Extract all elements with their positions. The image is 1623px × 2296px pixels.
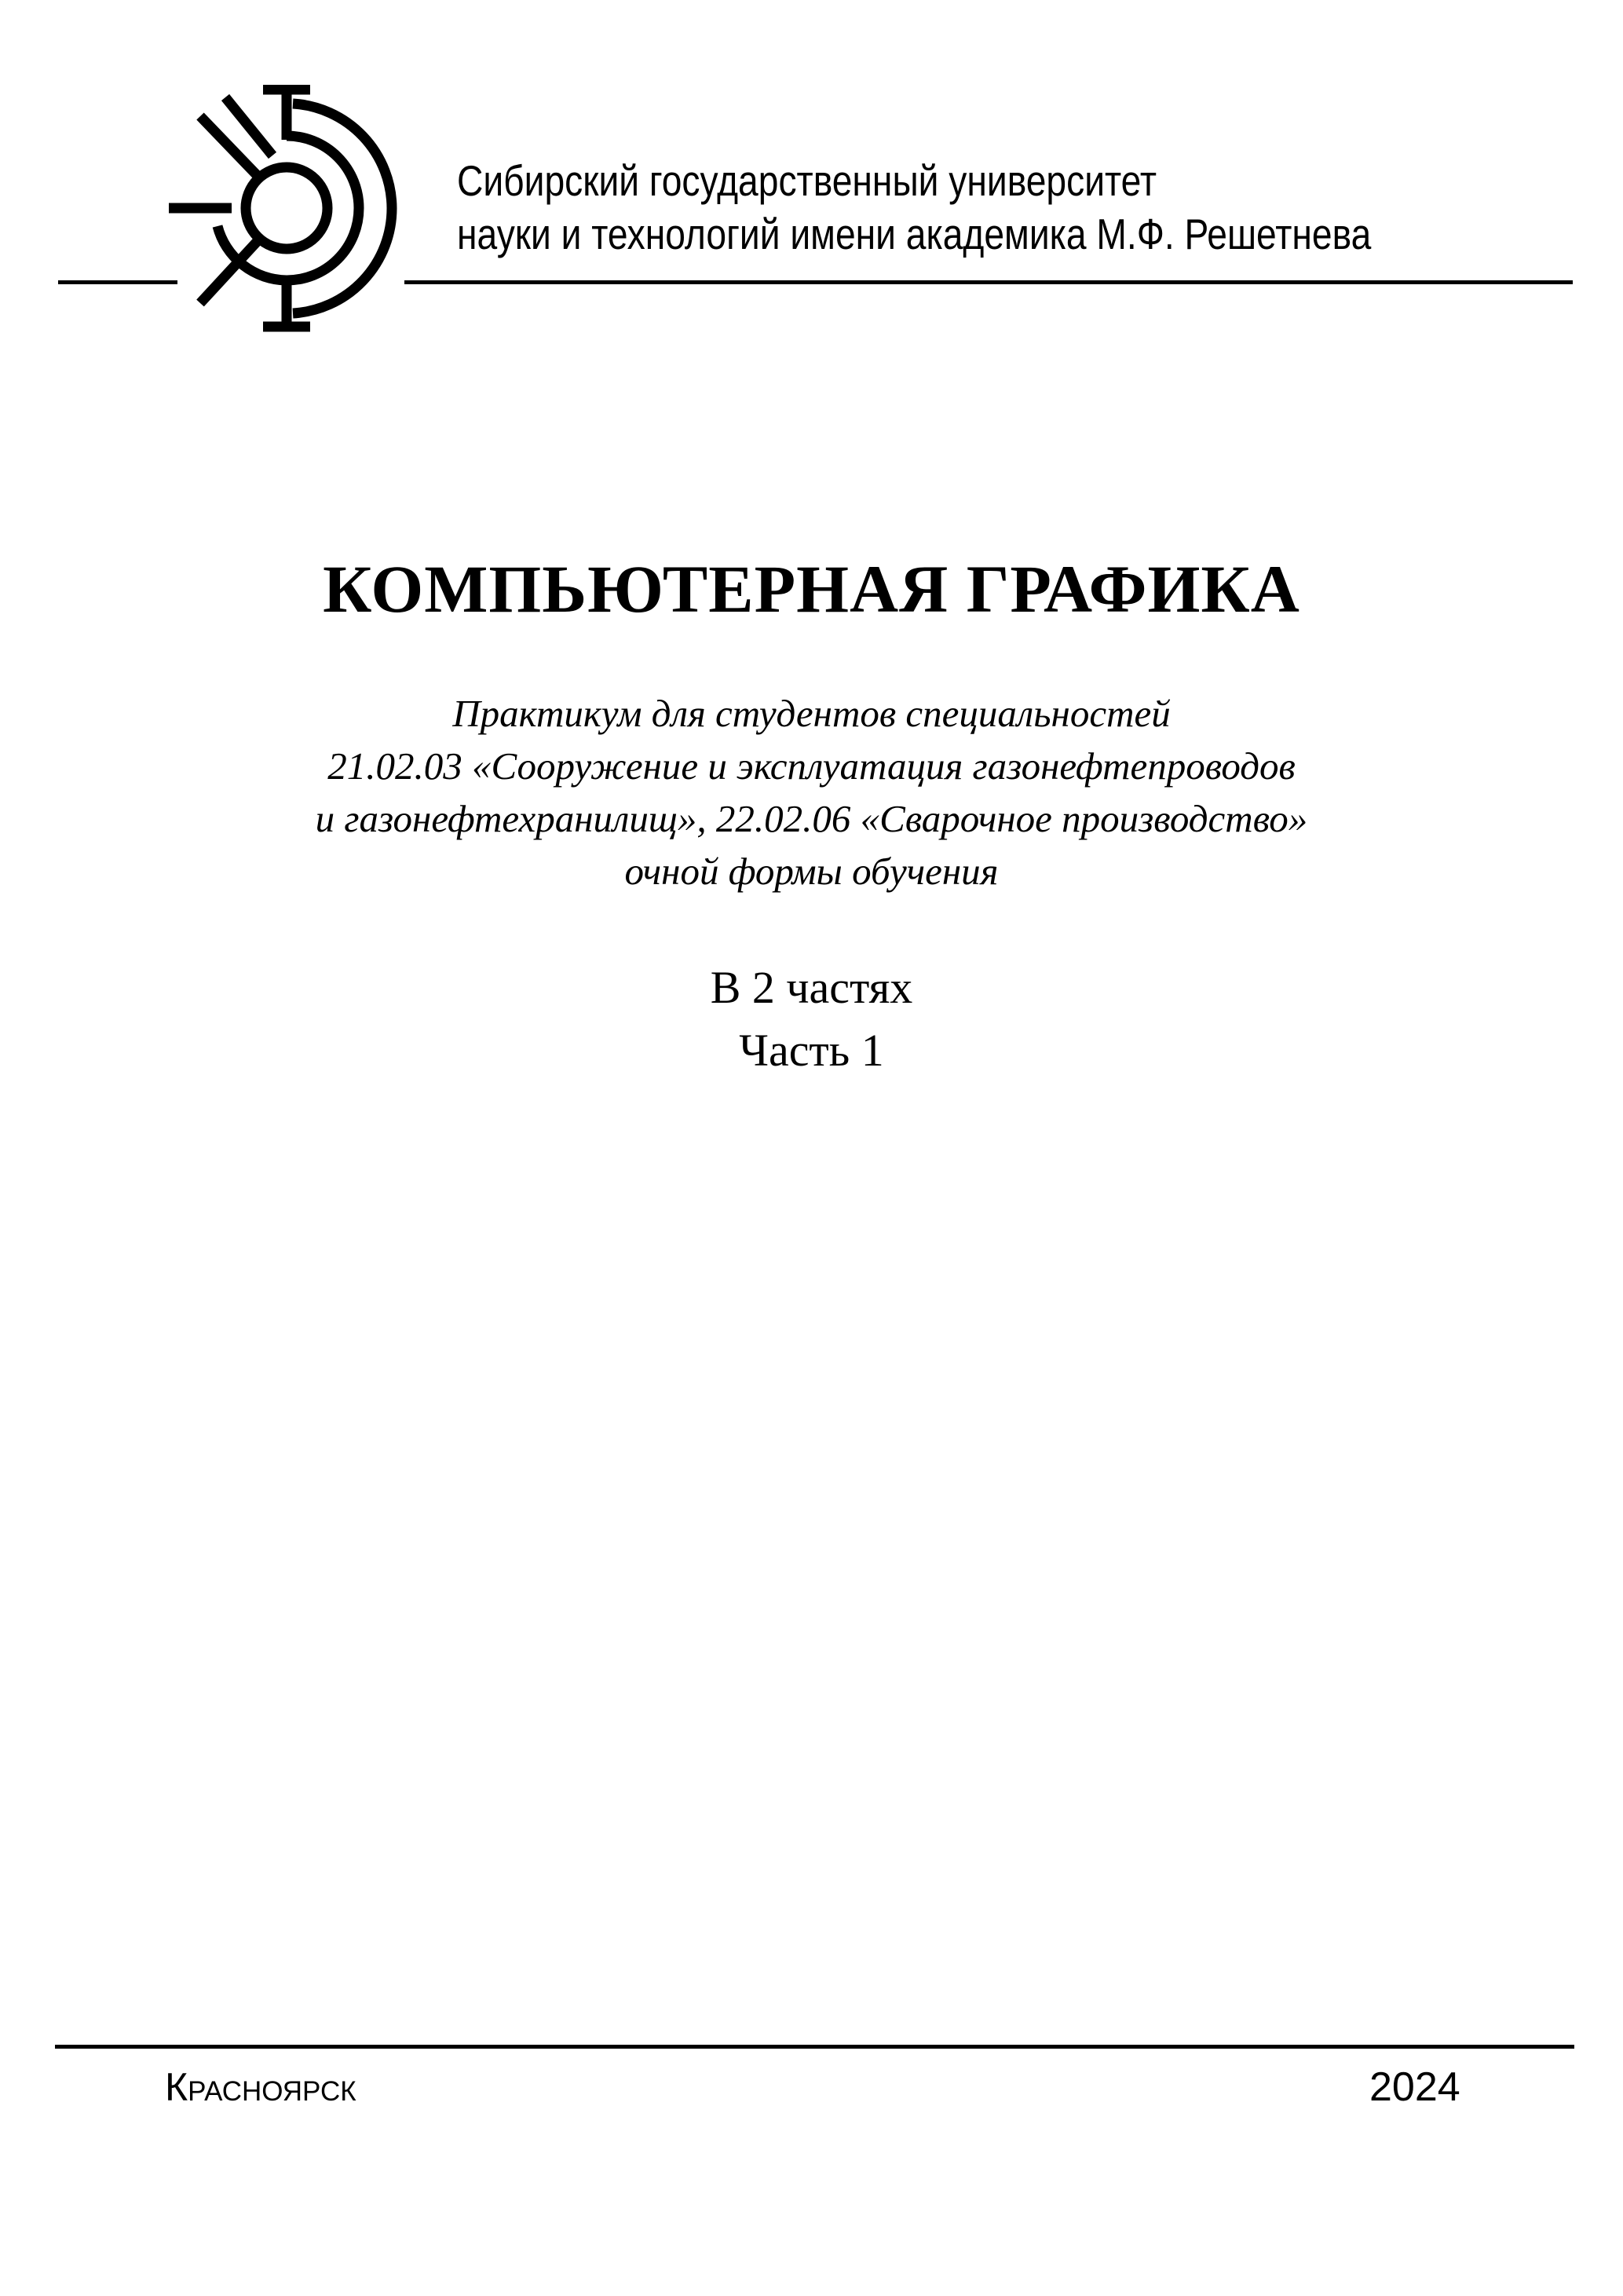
header-rule-right (404, 280, 1573, 284)
footer-rule (55, 2045, 1574, 2049)
document-subtitle (0, 687, 1623, 898)
header-rule-left (58, 280, 177, 284)
subtitle-line3: и газонефтехранилищ», 22.02.06 «Сварочное производство» (315, 797, 1308, 840)
subtitle-line2: 21.02.03 «Сооружение и эксплуатация газонефтепроводов (327, 744, 1296, 788)
subtitle-line4: очной формы обучения (624, 850, 999, 893)
footer-year: 2024 (1369, 2064, 1460, 2110)
university-name-line2: науки и технологий имени академика М.Ф. Решетнева (457, 210, 1372, 258)
university-name (457, 154, 1371, 261)
university-logo-icon (169, 85, 404, 332)
footer-city: Красноярск (165, 2065, 356, 2109)
document-title: КОМПЬЮТЕРНАЯ ГРАФИКА (323, 551, 1300, 627)
parts-count: В 2 частях (710, 962, 913, 1013)
parts-info (0, 956, 1623, 1082)
part-number: Часть 1 (739, 1025, 884, 1076)
university-name-line1: Сибирский государственный университет (457, 156, 1157, 205)
subtitle-line1: Практикум для студентов специальностей (452, 692, 1171, 735)
